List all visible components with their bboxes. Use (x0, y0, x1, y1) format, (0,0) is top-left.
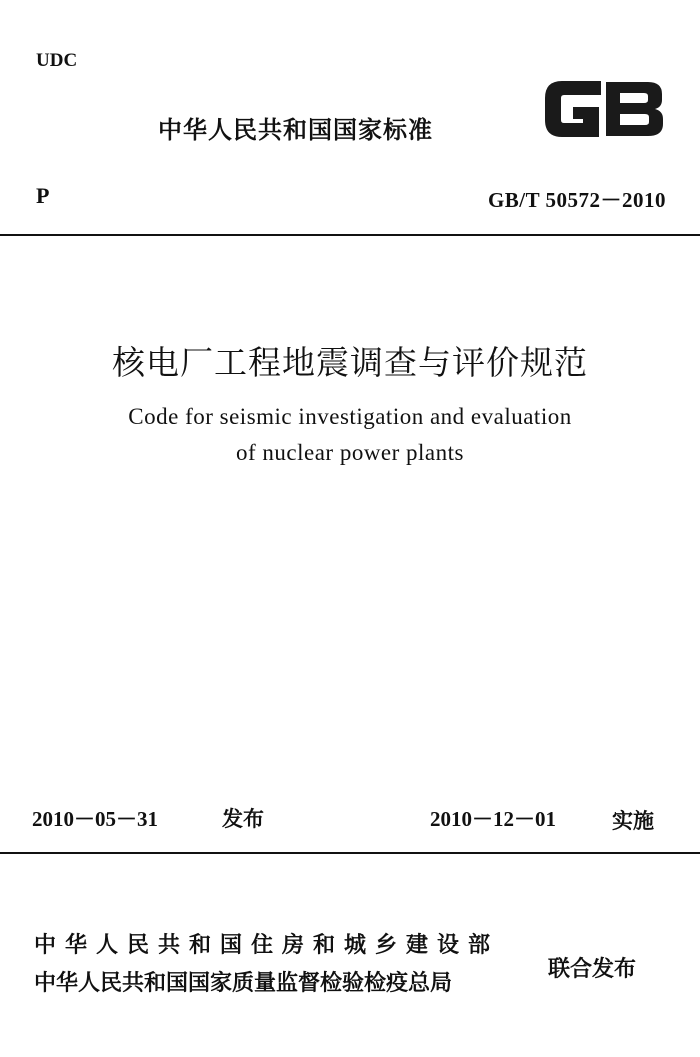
document-title-en-line1: Code for seismic investigation and evaluation (128, 404, 572, 429)
implementation-label: 实施 (612, 809, 654, 833)
release-date: 2010－05－31 (32, 807, 158, 831)
document-title-en-line2: of nuclear power plants (235, 440, 464, 465)
issuer-title: 中华人民共和国国家标准 (158, 116, 433, 144)
joint-release-label: 联合发布 (548, 957, 637, 982)
publisher-aqsiq: 中华人民共和国国家质量监督检验检疫总局 (34, 971, 453, 996)
header-divider (0, 234, 700, 236)
udc-label: UDC (36, 50, 78, 71)
document-title-zh: 核电厂工程地震调查与评价规范 (112, 346, 588, 382)
footer-divider (0, 852, 700, 854)
release-label: 发布 (222, 807, 264, 831)
standard-number: GB/T 50572－2010 (487, 188, 666, 212)
gb-logo-icon (540, 74, 668, 144)
publisher-ministry: 中华人民共和国住房和城乡建设部 (34, 933, 500, 958)
category-code: P (36, 183, 50, 208)
implementation-date: 2010－12－01 (430, 807, 556, 831)
